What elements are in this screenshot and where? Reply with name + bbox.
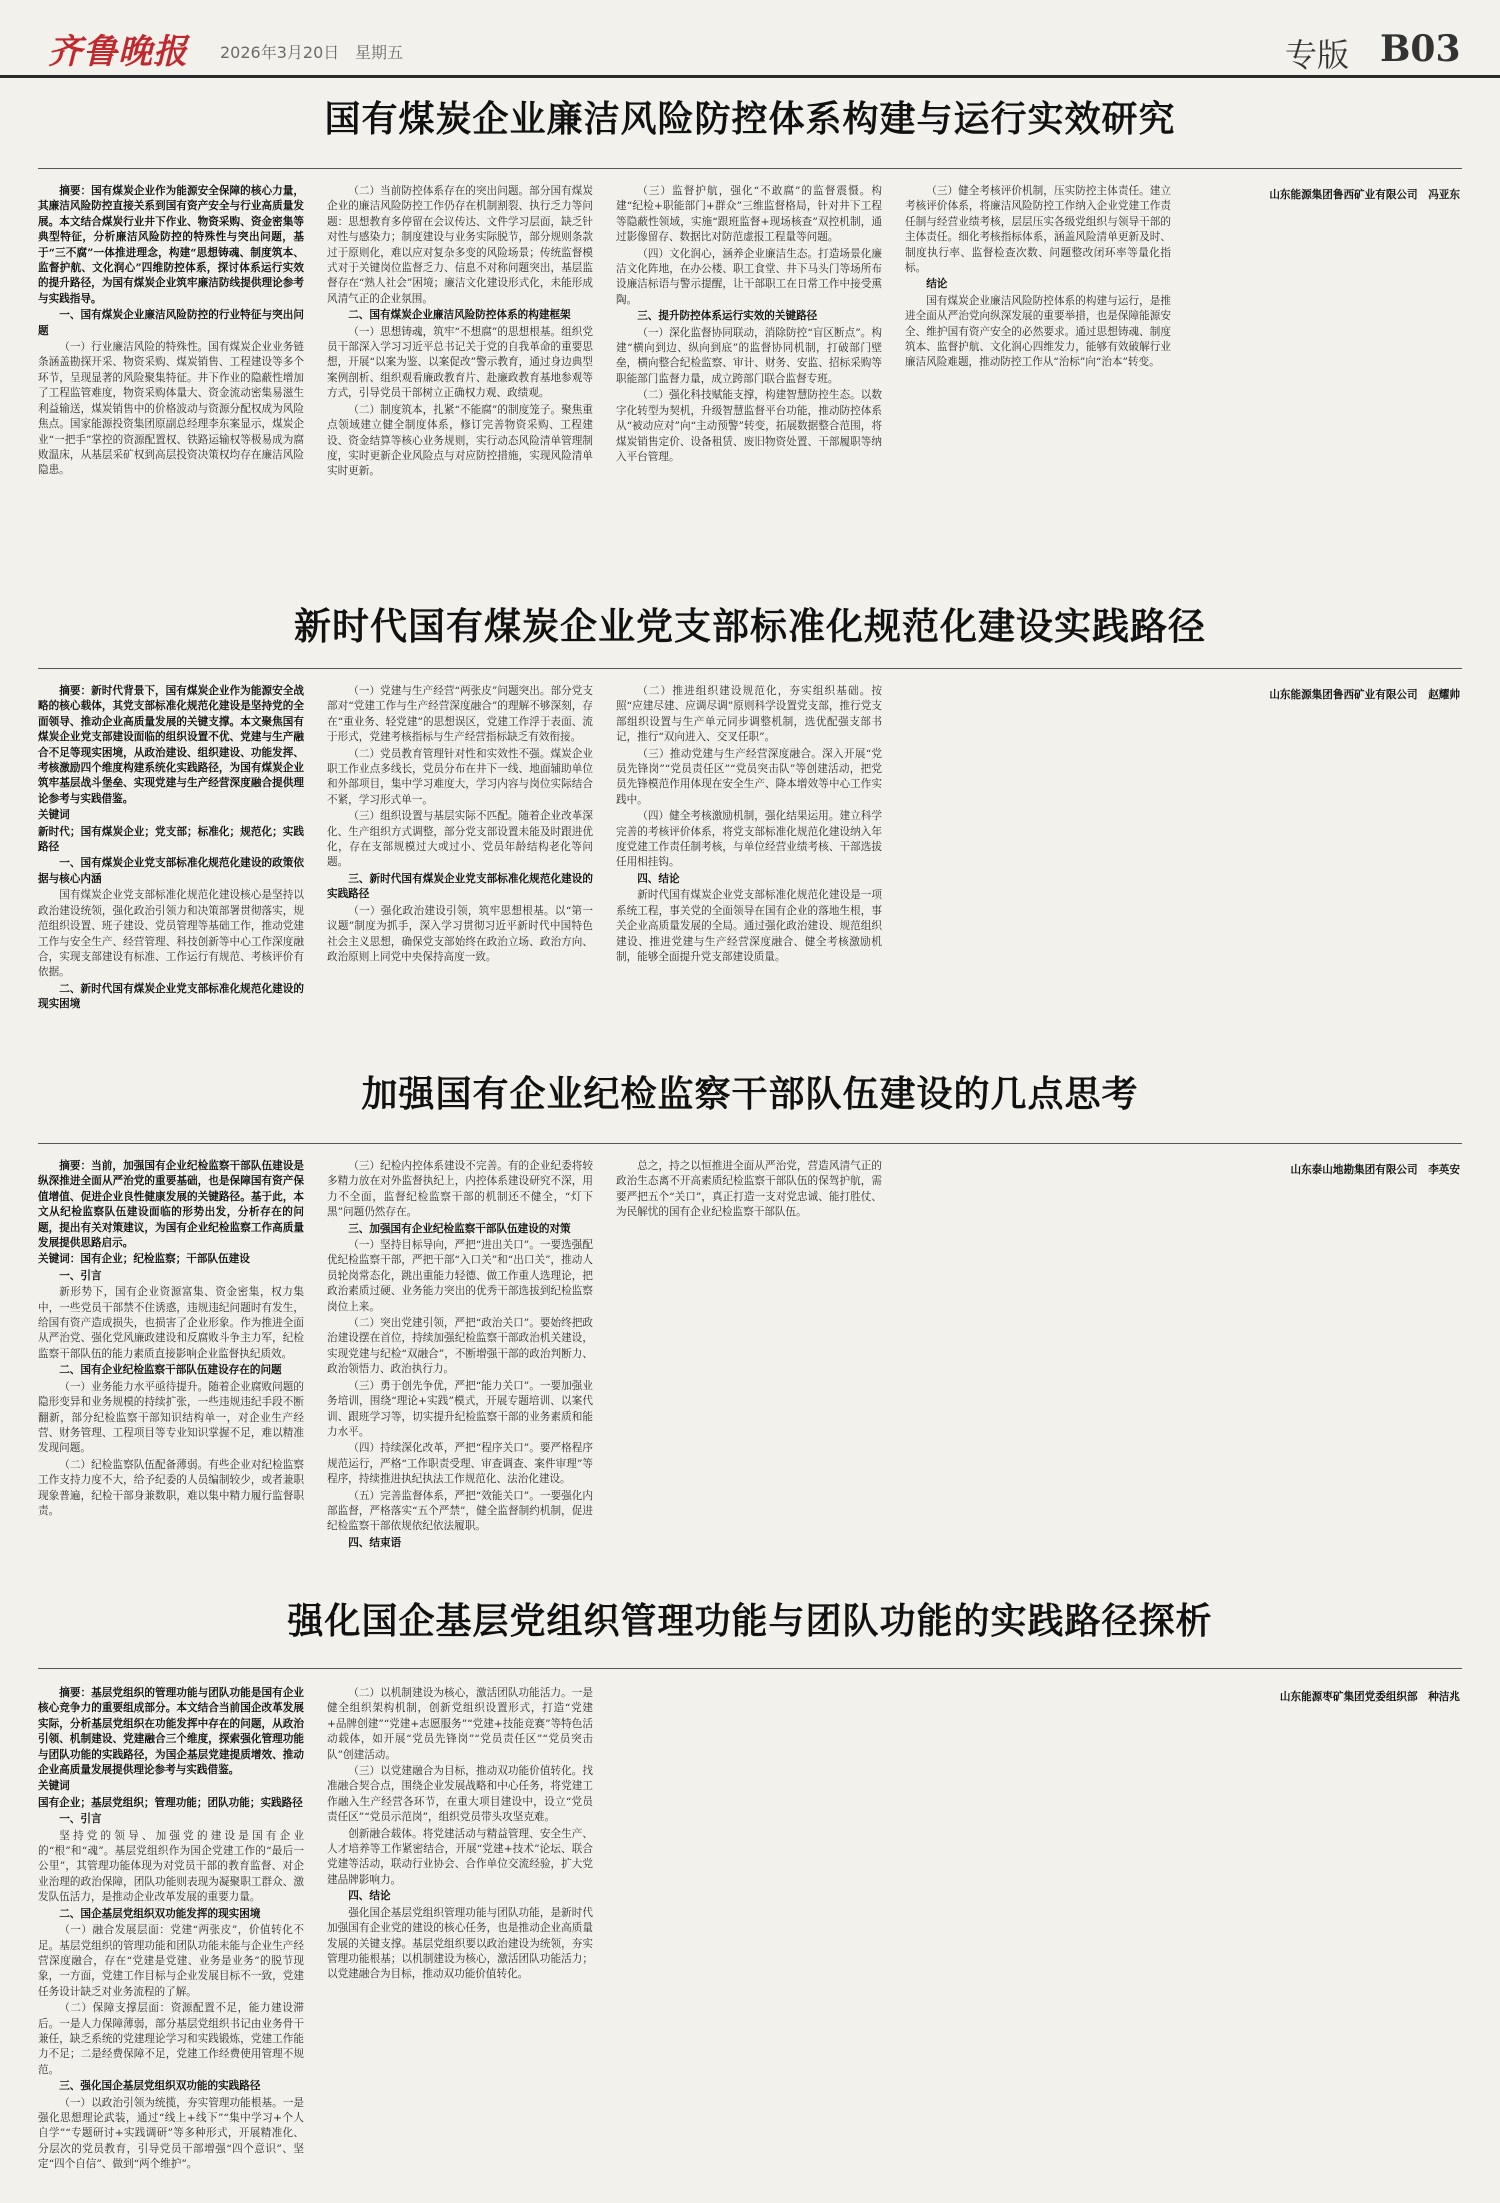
article-column: [616, 1686, 882, 2191]
article-column: [38, 1686, 304, 2191]
body-paragraph: （五）完善监督体系，严把“效能关口”。一要强化内部监督，严格落实“五个严禁”，健全监督制约机制，促进纪检监察干部依规依纪依法履职。: [327, 1489, 593, 1533]
section-heading: 三、提升防控体系运行实效的关键路径: [637, 310, 818, 323]
article-column: [616, 184, 882, 539]
article-headline: 加强国有企业纪检监察干部队伍建设的几点思考: [361, 1073, 1139, 1115]
byline: 山东能源集团鲁西矿业有限公司 冯亚东: [1269, 189, 1460, 201]
body-paragraph: （一）深化监督协同联动，消除防控“盲区断点”。构建“横向到边、纵向到底”的监督协同机制，打破部门壁垒，横向整合纪检监察、审计、财务、安监、招标采购等职能部门监督力量，成立跨部门联合监督专班。: [616, 326, 882, 385]
newspaper-logo: 齐鲁晚报: [48, 32, 188, 72]
body-paragraph: （一）强化政治建设引领，筑牢思想根基。以“第一议题”制度为抓手，深入学习贯彻习近平新时代中国特色社会主义思想，确保党支部始终在政治立场、政治方向、政治原则上同党中央保持高度一致。: [327, 904, 593, 963]
article-column: [905, 1686, 1171, 2191]
article-column: [1194, 1159, 1460, 1554]
page-number: B03: [1380, 28, 1461, 70]
section-heading: 一、国有煤炭企业党支部标准化规范化建设的政策依据与核心内涵: [38, 857, 304, 885]
section-heading: 二、国有煤炭企业廉洁风险防控体系的构建框架: [348, 309, 571, 322]
article-column: [38, 184, 304, 539]
body-paragraph: （三）勇于创先争优，严把“能力关口”。一要加强业务培训，围绕“理论+实践”模式，开展专题培训、以案代训、跟班学习等，切实提升纪检监察干部的业务素质和能力水平。: [327, 1379, 593, 1438]
body-paragraph: 国有煤炭企业廉洁风险防控体系的构建与运行，是推进全面从严治党向纵深发展的重要举措，也是保障能源安全、维护国有资产安全的必然要求。通过思想铸魂、制度筑本、监督护航、文化润心四维发力，能够有效破解行业廉洁风险难题，推动防控工作从“治标”向“治本”转变。: [905, 294, 1171, 369]
article-column: [327, 184, 593, 539]
abstract: 摘要：国有煤炭企业作为能源安全保障的核心力量，其廉洁风险防控直接关系到国有资产安全与行业高质量发展。本文结合煤炭行业井下作业、物资采购、资金密集等典型特征，分析廉洁风险防控的特殊性与突出问题，基于“三不腐”一体推进理念，构建“思想铸魂、制度筑本、监督护航、文化润心”四维防控体系，探讨体系运行实效的提升路径，为国有煤炭企业筑牢廉洁防线提供理论参考与实践指导。: [38, 185, 304, 305]
body-paragraph: （二）党员教育管理针对性和实效性不强。煤炭企业职工作业点多线长，党员分布在井下一线、地面辅助单位和外部项目，集中学习难度大，学习内容与岗位实际结合不紧，学习形式单一。: [327, 747, 593, 806]
body-paragraph: 新形势下，国有企业资源富集、资金密集，权力集中，一些党员干部禁不住诱惑，违规违纪问题时有发生，给国有资产造成损失，也损害了企业形象。作为推进全面从严治党、强化党风廉政建设和反腐败斗争主力军，纪检监察干部队伍的能力素质直接影响企业监督执纪质效。: [38, 1286, 304, 1360]
body-paragraph: 国有煤炭企业党支部标准化规范化建设核心是坚持以政治建设统领，强化政治引领力和决策部署贯彻落实，规范组织设置、班子建设、党员管理等基础工作，推动党建工作与安全生产、经营管理、科技创新等中心工作深度融合，实现支部建设有标准、工作运行有规范、考核评价有依据。: [38, 889, 304, 979]
abstract: 摘要：当前，加强国有企业纪检监察干部队伍建设是纵深推进全面从严治党的重要基础，也是保障国有资产保值增值、促进企业良性健康发展的关键路径。基于此，本文从纪检监察队伍建设面临的形势出发，分析存在的问题，提出有关对策建议，为国有企业纪检监察工作高质量发展提供思路启示。: [38, 1160, 304, 1250]
issue-date: 2026年3月20日: [220, 43, 340, 62]
body-paragraph: 新时代国有煤炭企业党支部标准化规范化建设是一项系统工程，事关党的全面领导在国有企业的落地生根，事关企业高质量发展的全局。通过强化政治建设、规范组织建设、推进党建与生产经营深度融合、健全考核激励机制，能够全面提升党支部建设质量。: [616, 889, 882, 963]
article-column: [616, 684, 882, 1024]
section-heading: 四、结论: [637, 872, 680, 885]
body-paragraph: （二）制度筑本，扎紧“不能腐”的制度笼子。聚焦重点领域建立健全制度体系，修订完善物资采购、工程建设、资金结算等核心业务规则，实行动态风险清单管理制度，实时更新企业风险点与对应防控措施，实现风险清单实时更新。: [327, 403, 593, 478]
section-heading: 三、新时代国有煤炭企业党支部标准化规范化建设的实践路径: [327, 872, 593, 901]
article-column: [905, 684, 1171, 1024]
section-heading: 四、结论: [348, 1890, 391, 1903]
article-headline: 强化国企基层党组织管理功能与团队功能的实践路径探析: [287, 1600, 1213, 1642]
body-paragraph: （二）纪检监察队伍配备薄弱。有些企业对纪检监察工作支持力度不大，给予纪委的人员编制较少，或者兼职现象普遍，纪检干部身兼数职，难以集中精力履行监督职责。: [38, 1458, 304, 1517]
section-heading: 二、国企基层党组织双功能发挥的现实困境: [59, 1907, 261, 1920]
body-paragraph: 创新融合载体。将党建活动与精益管理、安全生产、人才培养等工作紧密结合，开展“党建+技术”论坛、联合党建等活动，联动行业协会、合作单位交流经验，扩大党建品牌影响力。: [327, 1827, 593, 1886]
keywords: 新时代；国有煤炭企业；党支部；标准化；规范化；实践路径: [38, 825, 304, 854]
section-heading: 一、国有煤炭企业廉洁风险防控的行业特征与突出问题: [38, 309, 304, 337]
article: [38, 598, 1462, 1058]
article-column: [327, 1159, 593, 1554]
article-column: [616, 1159, 882, 1554]
article-column: [1194, 184, 1460, 539]
body-paragraph: （二）强化科技赋能支撑，构建智慧防控生态。以数字化转型为契机，升级智慧监督平台功能，推动防控体系从“被动应对”向“主动预警”转变，拓展数据整合范围，将煤炭销售定价、设备租赁、废旧物资处置、干部履职等纳入平台管理。: [616, 389, 882, 463]
body-paragraph: （二）当前防控体系存在的突出问题。部分国有煤炭企业的廉洁风险防控工作仍存在机制割裂、执行乏力等问题：思想教育多停留在会议传达、文件学习层面，缺乏针对性与感染力；制度建设与业务实际脱节，部分规则条款过于原则化，难以应对复杂多变的风险场景；传统监督模式对于关键岗位监督乏力、信息不对称问题突出，基层监督存在“熟人社会”困境；廉洁文化建设形式化，未能形成风清气正的企业氛围。: [327, 185, 593, 305]
body-paragraph: （四）文化润心，涵养企业廉洁生态。打造场景化廉洁文化阵地，在办公楼、职工食堂、井下马头门等场所布设廉洁标语与警示提醒，让干部职工在日常工作中接受熏陶。: [616, 247, 882, 306]
article-column: [905, 184, 1171, 539]
body-paragraph: （三）推动党建与生产经营深度融合。深入开展“党员先锋岗”“党员责任区”“党员突击队”等创建活动，把党员先锋模范作用体现在安全生产、降本增效等中心工作实践中。: [616, 747, 882, 806]
abstract: 摘要：基层党组织的管理功能与团队功能是国有企业核心竞争力的重要组成部分。本文结合当前国企改革发展实际，分析基层党组织在功能发挥中存在的问题，从政治引领、机制建设、党建融合三个维度，探索强化管理功能与团队功能的实践路径，为国企基层党建提质增效、推动企业高质量发展提供理论参考与实践借鉴。: [38, 1687, 304, 1777]
section-label: 专版: [1285, 36, 1350, 74]
body-paragraph: （一）以政治引领为统揽，夯实管理功能根基。一是强化思想理论武装，通过“线上+线下”“集中学习+个人自学”“专题研讨+实践调研”等多种形式，开展精准化、分层次的党员教育，引导党员干部增强“四个意识”、坚定“四个自信”、做到“两个维护”。: [38, 2096, 304, 2171]
body-paragraph: （四）健全考核激励机制，强化结果运用。建立科学完善的考核评价体系，将党支部标准化规范化建设纳入年度党建工作责任制考核，与单位经营业绩考核、干部选拔任用相挂钩。: [616, 810, 882, 869]
body-paragraph: （四）持续深化改革，严把“程序关口”。要严格程序规范运行，严格“工作职责受理、审查调查、案件审理”等程序，持续推进执纪执法工作规范化、法治化建设。: [327, 1442, 593, 1486]
body-paragraph: （一）行业廉洁风险的特殊性。国有煤炭企业业务链条涵盖勘探开采、物资采购、煤炭销售、工程建设等多个环节，呈现显著的风险聚集特征。井下作业的隐蔽性增加了工程监管难度，物资采购体量大、资金流动密集易滋生利益输送，煤炭销售中的价格波动与资源分配权成为风险焦点。国家能源投资集团原副总经理李东案显示，煤炭企业“一把手”掌控的资源配置权、铁路运输权等极易成为腐败温床，从基层采矿权到高层投资决策权均存在廉洁风险隐患。: [38, 341, 304, 477]
section-heading: 三、强化国企基层党组织双功能的实践路径: [59, 2080, 261, 2093]
body-paragraph: （二）推进组织建设规范化，夯实组织基础。按照“应建尽建、应调尽调”原则科学设置党支部，推行党支部组织设置与生产单元同步调整机制，选优配强支部书记，推行“双向进入、交叉任职”。: [616, 685, 882, 744]
article: [38, 1590, 1462, 2195]
byline: 山东能源枣矿集团党委组织部 种洁兆: [1279, 1691, 1460, 1703]
body-paragraph: （一）融合发展层面：党建“两张皮”，价值转化不足。基层党组织的管理功能和团队功能未能与企业生产经营深度融合，存在“党建是党建、业务是业务”的脱节现象，一方面，党建工作目标与企业发展目标不一致，党建任务设计缺乏对业务流程的了解。: [38, 1924, 304, 1998]
body-paragraph: （三）健全考核评价机制，压实防控主体责任。建立考核评价体系，将廉洁风险防控工作纳入企业党建工作责任制与经营业绩考核，层层压实各级党组织与领导干部的主体责任。细化考核指标体系，涵盖风险清单更新及时、制度执行率、监督检查次数、问题整改闭环率等量化指标。: [905, 185, 1171, 275]
article-column: [38, 684, 304, 1024]
section-heading: 三、加强国有企业纪检监察干部队伍建设的对策: [348, 1222, 571, 1235]
byline: 山东泰山地勘集团有限公司 李英安: [1290, 1164, 1460, 1176]
body-paragraph: （一）坚持目标导向，严把“进出关口”。一要选强配优纪检监察干部，严把干部“入口关”和“出口关”，推动人员轮岗常态化，跳出重能力轻德、做工作重人选理论，把政治素质过硬、业务能力突出的优秀干部选拔到纪检监察岗位上来。: [327, 1239, 593, 1313]
article-column: [38, 1159, 304, 1554]
article-column: [327, 1686, 593, 2191]
body-paragraph: （二）保障支撑层面：资源配置不足，能力建设滞后。一是人力保障薄弱，部分基层党组织书记由业务骨干兼任，缺乏系统的党建理论学习和实践锻炼，党建工作能力不足；二是经费保障不足，党建工作经费使用管理不规范。: [38, 2002, 304, 2076]
body-paragraph: （一）思想铸魂，筑牢“不想腐”的思想根基。组织党员干部深入学习习近平总书记关于党的自我革命的重要思想，开展“以案为鉴、以案促改”警示教育，通过身边典型案例剖析、组织观看廉政教育片、赴廉政教育基地参观等方式，引导党员干部树立正确权力观、政绩观。: [327, 325, 593, 400]
article-column: [327, 684, 593, 1024]
issue-weekday: 星期五: [355, 43, 404, 62]
section-heading: 四、结束语: [348, 1536, 402, 1549]
article-headline: 国有煤炭企业廉洁风险防控体系构建与运行实效研究: [324, 98, 1176, 140]
body-paragraph: （二）以机制建设为核心，激活团队功能活力。一是健全组织架构机制，创新党组织设置形式，打造“党建+品牌创建”“党建+志愿服务”“党建+技能竞赛”等特色活动载体，如开展“党员先锋岗”“党员责任区”“党员突击队”创建活动。: [327, 1687, 593, 1761]
article-column: [905, 1159, 1171, 1554]
body-paragraph: 总之，持之以恒推进全面从严治党，营造风清气正的政治生态离不开高素质纪检监察干部队伍的保驾护航，需要严把五个“关口”，真正打造一支对党忠诚、能打胜仗、为民解忧的国有企业纪检监察干部队伍。: [616, 1160, 882, 1219]
masthead: [0, 0, 1500, 78]
body-paragraph: （三）组织设置与基层实际不匹配。随着企业改革深化、生产组织方式调整，部分党支部设置未能及时跟进优化，存在支部规模过大或过小、党员年龄结构老化等问题。: [327, 810, 593, 869]
section-heading: 一、引言: [59, 1269, 102, 1282]
article-headline: 新时代国有煤炭企业党支部标准化规范化建设实践路径: [294, 604, 1206, 648]
section-heading: 一、引言: [59, 1813, 102, 1826]
keywords: 关键词：国有企业；纪检监察；干部队伍建设: [38, 1253, 250, 1266]
section-heading: 二、国有企业纪检监察干部队伍建设存在的问题: [59, 1364, 282, 1377]
body-paragraph: （二）突出党建引领，严把“政治关口”。要始终把政治建设摆在首位，持续加强纪检监察干部政治机关建设，实现党建与纪检“双融合”，不断增强干部的政治判断力、政治领悟力、政治执行力。: [327, 1317, 593, 1376]
article-column: [1194, 1686, 1460, 2191]
body-paragraph: 坚持党的领导、加强党的建设是国有企业的“根”和“魂”。基层党组织作为国企党建工作的“最后一公里”，其管理功能体现为对党员干部的教育监督、对企业治理的政治保障，团队功能则表现为凝聚职工群众、激发队伍活力，是推动企业改革发展的重要力量。: [38, 1829, 304, 1904]
article: [38, 88, 1462, 593]
keywords: 国有企业；基层党组织；管理功能；团队功能；实践路径: [38, 1796, 303, 1809]
body-paragraph: （一）业务能力水平亟待提升。随着企业腐败问题的隐形变异和业务规模的持续扩张，一些违规违纪手段不断翻新，部分纪检监察干部知识结构单一，对企业生产经营、财务管理、工程项目等专业知识掌握不足，难以精准发现问题。: [38, 1380, 304, 1455]
body-paragraph: （三）以党建融合为目标，推动双功能价值转化。找准融合契合点，围绕企业发展战略和中心任务，将党建工作融入生产经营各环节，在重大项目建设中，设立“党员责任区”“党员示范岗”，组织党员带头攻坚克难。: [327, 1765, 593, 1824]
body-paragraph: （三）纪检内控体系建设不完善。有的企业纪委将较多精力放在对外监督执纪上，内控体系建设研究不深，用力不全面，监督纪检监察干部的机制还不健全，“灯下黑”问题仍然存在。: [327, 1160, 593, 1219]
section-heading: 结论: [926, 278, 948, 291]
body-paragraph: （一）党建与生产经营“两张皮”问题突出。部分党支部对“党建工作与生产经营深度融合”的理解不够深刻，存在“重业务、轻党建”的思想误区，党建工作浮于表面、流于形式，党建考核指标与生产经营指标缺乏有效衔接。: [327, 685, 593, 744]
body-paragraph: 强化国企基层党组织管理功能与团队功能，是新时代加强国有企业党的建设的核心任务，也是推动企业高质量发展的关键支撑。基层党组织要以政治建设为统领，夯实管理功能根基；以机制建设为核心，激活团队功能活力；以党建融合为目标，推动双功能价值转化。: [327, 1906, 593, 1981]
keywords: 关键词: [38, 1780, 70, 1793]
section-heading: 二、新时代国有煤炭企业党支部标准化规范化建设的现实困境: [38, 982, 304, 1011]
keywords: 关键词: [38, 809, 70, 822]
article-column: [1194, 684, 1460, 1024]
abstract: 摘要：新时代背景下，国有煤炭企业作为能源安全战略的核心载体，其党支部标准化规范化建设是坚持党的全面领导、推动企业高质量发展的关键支撑。本文聚焦国有煤炭企业党支部建设面临的组织设置不优、党建与生产融合不足等现实困境，从政治建设、组织建设、功能发挥、考核激励四个维度构建系统化实践路径，为国有煤炭企业筑牢基层战斗堡垒、实现党建与生产经营深度融合提供理论参考与实践借鉴。: [38, 685, 304, 805]
article: [38, 1063, 1462, 1578]
body-paragraph: （三）监督护航，强化“不敢腐”的监督震慑。构建“纪检+职能部门+群众”三维监督格局，针对井下工程等隐蔽性领域，实施“跟班监督+现场核查”双控机制，通过影像留存、数据比对防范虚报工程量等问题。: [616, 185, 882, 244]
byline: 山东能源集团鲁西矿业有限公司 赵耀帅: [1269, 689, 1460, 701]
